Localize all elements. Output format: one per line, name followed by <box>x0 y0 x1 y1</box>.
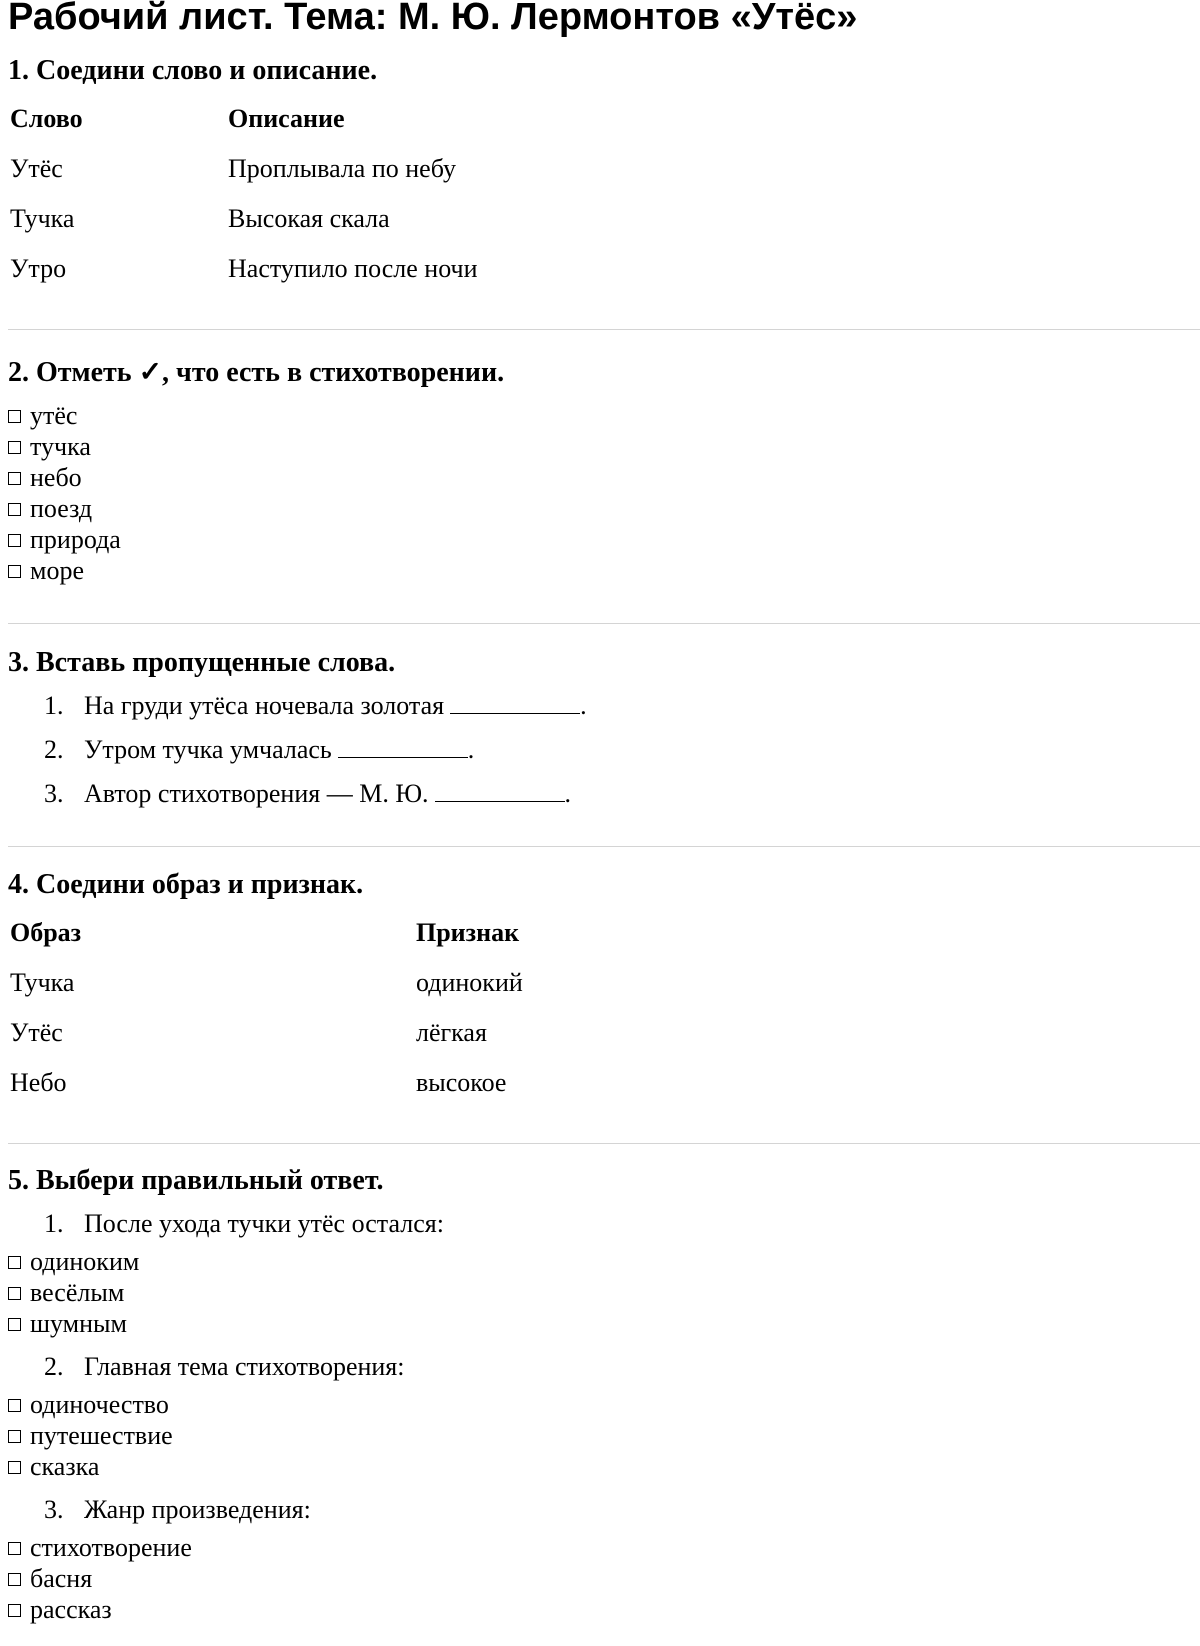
checklist-item[interactable] <box>8 462 1200 493</box>
task-3-list <box>0 684 1200 816</box>
option-label: басня <box>30 1564 93 1593</box>
column-header-description: Описание <box>228 104 345 133</box>
checkbox-icon[interactable] <box>8 534 21 547</box>
answer-blank[interactable] <box>435 779 565 802</box>
image-cell: Тучка <box>10 968 75 997</box>
list-item <box>0 728 1200 772</box>
attribute-cell: высокое <box>416 1068 507 1097</box>
checklist-item[interactable] <box>8 493 1200 524</box>
option-label: сказка <box>30 1452 100 1481</box>
item-end: . <box>564 779 572 808</box>
option-label: стихотворение <box>30 1533 192 1562</box>
checkbox-icon[interactable] <box>8 1287 21 1300</box>
question-3 <box>0 1488 1200 1532</box>
table-header-row <box>10 908 523 958</box>
page-title: Рабочий лист. Тема: М. Ю. Лермонтов «Утёс» <box>8 0 858 38</box>
description-cell: Наступило после ночи <box>228 254 478 283</box>
task-2-heading: 2. Отметь ✓, что есть в стихотворении. <box>8 357 505 388</box>
checklist-item-label: тучка <box>30 432 91 461</box>
attribute-cell: лёгкая <box>416 1018 487 1047</box>
list-item <box>0 684 1200 728</box>
table-row <box>10 1058 523 1108</box>
option-item[interactable] <box>8 1389 1200 1420</box>
attribute-cell: одинокий <box>416 968 523 997</box>
task-1-section <box>0 54 1200 294</box>
answer-blank[interactable] <box>338 735 468 758</box>
option-item[interactable] <box>8 1563 1200 1594</box>
task-5-heading: 5. Выбери правильный ответ. <box>8 1165 384 1196</box>
option-item[interactable] <box>8 1420 1200 1451</box>
question-number: 2. <box>44 1352 64 1381</box>
section-divider <box>8 1143 1200 1144</box>
checklist-item-label: природа <box>30 525 121 554</box>
checklist-item[interactable] <box>8 555 1200 586</box>
task-5-section <box>0 1164 1200 1625</box>
checklist-item[interactable] <box>8 400 1200 431</box>
question-text: Жанр произведения: <box>84 1495 311 1524</box>
image-cell: Небо <box>10 1068 67 1097</box>
description-cell: Высокая скала <box>228 204 390 233</box>
table-row <box>10 144 478 194</box>
option-label: весёлым <box>30 1278 125 1307</box>
task-1-heading: 1. Соедини слово и описание. <box>8 55 378 86</box>
item-number: 1. <box>44 691 64 720</box>
word-cell: Тучка <box>10 204 75 233</box>
task-2-checklist <box>0 400 1200 586</box>
option-label: одиноким <box>30 1247 140 1276</box>
question-number: 3. <box>44 1495 64 1524</box>
word-cell: Утёс <box>10 154 63 183</box>
item-end: . <box>580 691 587 720</box>
item-text: Автор стихотворения — М. Ю. <box>84 779 429 808</box>
option-label: рассказ <box>30 1595 112 1624</box>
image-cell: Утёс <box>10 1018 63 1047</box>
option-item[interactable] <box>8 1594 1200 1625</box>
table-row <box>10 958 523 1008</box>
checkbox-icon[interactable] <box>8 565 21 578</box>
task-4-heading: 4. Соедини образ и признак. <box>8 869 364 900</box>
section-divider <box>8 623 1200 624</box>
checklist-item-label: поезд <box>30 494 93 523</box>
column-header-image: Образ <box>10 918 82 947</box>
column-header-word: Слово <box>10 104 83 133</box>
question-number: 1. <box>44 1209 64 1238</box>
checkbox-icon[interactable] <box>8 1256 21 1269</box>
question-2-options <box>0 1389 1200 1482</box>
checkbox-icon[interactable] <box>8 1399 21 1412</box>
checkbox-icon[interactable] <box>8 1604 21 1617</box>
checkbox-icon[interactable] <box>8 1573 21 1586</box>
question-text: Главная тема стихотворения: <box>84 1352 405 1381</box>
option-item[interactable] <box>8 1532 1200 1563</box>
checkbox-icon[interactable] <box>8 1461 21 1474</box>
checkbox-icon[interactable] <box>8 410 21 423</box>
table-row <box>10 1008 523 1058</box>
option-item[interactable] <box>8 1308 1200 1339</box>
item-number: 3. <box>44 779 64 808</box>
task-4-section <box>0 868 1200 1108</box>
option-label: шумным <box>30 1309 127 1338</box>
section-divider <box>8 329 1200 330</box>
task-1-match-table <box>10 94 478 294</box>
option-item[interactable] <box>8 1246 1200 1277</box>
item-text: На груди утёса ночевала золотая <box>84 691 445 720</box>
checkbox-icon[interactable] <box>8 441 21 454</box>
list-item <box>0 772 1200 816</box>
option-item[interactable] <box>8 1451 1200 1482</box>
option-label: одиночество <box>30 1390 169 1419</box>
checklist-item-label: море <box>30 556 84 585</box>
question-1 <box>0 1202 1200 1246</box>
checklist-item[interactable] <box>8 431 1200 462</box>
item-end: . <box>467 735 475 764</box>
checklist-item-label: утёс <box>30 401 78 430</box>
task-3-section <box>0 646 1200 816</box>
checkbox-icon[interactable] <box>8 503 21 516</box>
checkbox-icon[interactable] <box>8 1542 21 1555</box>
item-text: Утром тучка умчалась <box>84 735 332 764</box>
description-cell: Проплывала по небу <box>228 154 456 183</box>
table-row <box>10 194 478 244</box>
option-label: путешествие <box>30 1421 173 1450</box>
task-4-match-table <box>10 908 523 1108</box>
checkbox-icon[interactable] <box>8 472 21 485</box>
item-number: 2. <box>44 735 64 764</box>
answer-blank[interactable] <box>450 691 580 714</box>
word-cell: Утро <box>10 254 67 283</box>
checklist-item[interactable] <box>8 524 1200 555</box>
task-2-section <box>0 356 1200 586</box>
question-text: После ухода тучки утёс остался: <box>84 1209 444 1238</box>
checkbox-icon[interactable] <box>8 1430 21 1443</box>
question-2 <box>0 1345 1200 1389</box>
section-divider <box>8 846 1200 847</box>
question-3-options <box>0 1532 1200 1625</box>
question-1-options <box>0 1246 1200 1339</box>
task-3-heading: 3. Вставь пропущенные слова. <box>8 647 396 678</box>
table-header-row <box>10 94 478 144</box>
checkbox-icon[interactable] <box>8 1318 21 1331</box>
table-row <box>10 244 478 294</box>
checklist-item-label: небо <box>30 463 82 492</box>
option-item[interactable] <box>8 1277 1200 1308</box>
column-header-attribute: Признак <box>416 918 520 947</box>
